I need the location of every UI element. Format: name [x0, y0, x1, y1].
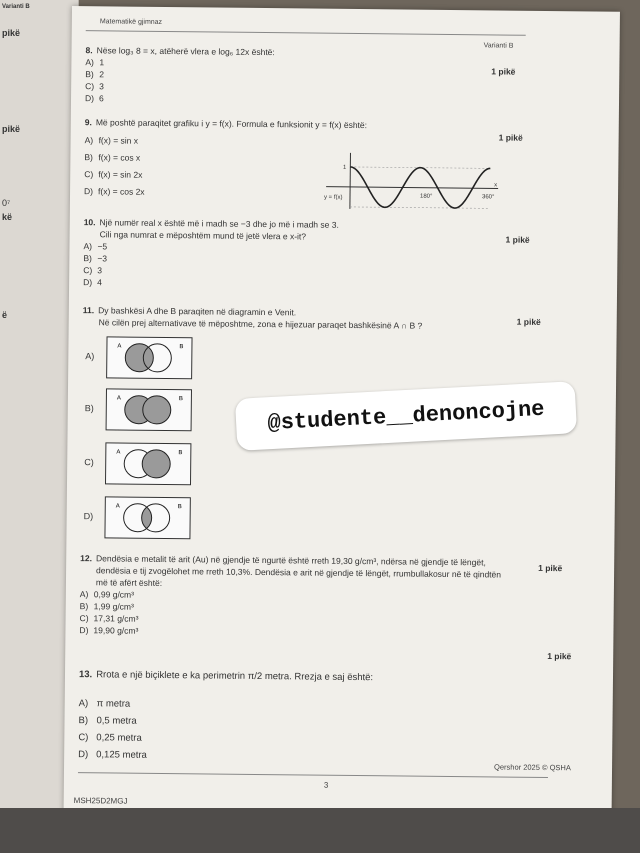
points-q10: 1 pikë	[505, 234, 530, 245]
option-c: C) f(x) = sin 2x	[84, 169, 143, 180]
question-8	[85, 44, 275, 106]
option-a: A) −5	[83, 241, 108, 252]
header-rule	[86, 30, 526, 36]
function-graph	[322, 149, 503, 213]
svg-text:A: A	[116, 449, 121, 456]
graph-y-axis	[350, 153, 351, 209]
points-q13: 1 pikë	[547, 651, 572, 662]
exam-code: MSH25D2MGJ	[73, 796, 128, 806]
left-fragment-1: 0⁷	[2, 198, 11, 208]
svg-text:A: A	[116, 395, 121, 402]
venn-option-c[interactable]: C) A B	[105, 442, 191, 485]
option-c: C) 17,31 g/cm³	[79, 613, 139, 624]
option-c: C) 3	[83, 265, 103, 276]
option-b: B) 2	[85, 69, 105, 80]
option-d: D) 6	[84, 93, 104, 104]
venn-option-b[interactable]: B) A B	[106, 388, 192, 431]
page-header-variant: Varianti B	[483, 42, 514, 50]
svg-text:B: B	[178, 450, 183, 457]
points-q8: 1 pikë	[491, 66, 516, 77]
svg-text:A: A	[115, 503, 120, 510]
graph-label-360: 360°	[481, 194, 495, 201]
option-b: B) 1,99 g/cm³	[79, 601, 134, 612]
svg-text:B: B	[177, 504, 182, 511]
question-10: 10. Një numër real x është më i madh se −3 dhe jo më i madh se 3. Cili nga numrat e mëposhtëm mund të jetë vlera e x-it? A) −5 B) −3 C) 3 D) 4	[83, 216, 339, 291]
question-number: 8.	[85, 45, 93, 56]
left-points-1: pikë	[2, 28, 21, 38]
page-number: 3	[323, 780, 329, 790]
option-a: A) f(x) = sin x	[84, 135, 139, 146]
points-q12: 1 pikë	[538, 562, 563, 574]
question-12: 12. Dendësia e metalit të arit (Au) në gjendje të ngurtë është rreth 19,30 g/cm³, ndërsa në gjendje të lëngët, dendësia e tij zvogëlohet me rreth 10,3%. Dendësia e arit në gjendje të lëngët, rrumbullakosur në të qindtën më të afërt është: A) 0,99 g/cm³ B) 1,99 g/cm³ C) 17,31 g/cm³ D) 19,90 g/cm³	[79, 552, 550, 641]
graph-label-x: x	[494, 182, 498, 189]
svg-text:A: A	[117, 343, 122, 350]
option-d: D) 19,90 g/cm³	[79, 625, 139, 636]
option-b: B) 0,5 metra	[78, 715, 137, 727]
question-text: Nëse log₃ 8 = x, atëherë vlera e log₆ 12x është:	[96, 45, 275, 58]
footer-rule	[78, 772, 548, 778]
venn-option-a[interactable]: A) A B	[106, 336, 192, 379]
graph-label-y: y = f(x)	[323, 194, 343, 201]
background-fabric	[0, 808, 640, 853]
svg-text:B: B	[178, 396, 183, 403]
points-q11: 1 pikë	[516, 316, 541, 327]
graph-label-180: 180°	[419, 193, 433, 200]
option-d: D) 4	[83, 277, 102, 288]
left-fragment-3: ë	[2, 310, 8, 320]
graph-label-one: 1	[342, 164, 347, 171]
option-a: A) 1	[85, 57, 105, 68]
points-q9: 1 pikë	[498, 132, 523, 143]
option-c: C) 0,25 metra	[78, 732, 142, 744]
option-a: A) π metra	[78, 698, 131, 710]
left-fragment-2: kë	[2, 212, 13, 222]
option-c: C) 3	[85, 81, 104, 92]
option-d: D) f(x) = cos 2x	[84, 186, 145, 197]
footer-date: Qershor 2025 © QSHA	[494, 762, 571, 773]
watermark-label: @studente__denoncojne	[235, 381, 577, 451]
option-d: D) 0,125 metra	[78, 749, 147, 761]
graph-min-line	[350, 207, 490, 208]
page-header-school: Matematikë gjimnaz	[99, 18, 163, 26]
question-11: 11. Dy bashkësi A dhe B paraqiten në diagramin e Venit. Në cilën prej alternativave të mëposhtme, zona e hijezuar paraqet bashkësinë A ∩ B ?	[82, 305, 423, 331]
left-points-2: pikë	[2, 124, 21, 134]
question-9: 9. Më poshtë paraqitet grafiku i y = f(x). Formula e funksionit y = f(x) është: A) f(x) = sin x B) f(x) = cos x C) f(x) = sin 2x D) f(x) = cos 2x	[84, 116, 367, 200]
option-b: B) f(x) = cos x	[84, 152, 141, 163]
svg-text:B: B	[179, 344, 184, 351]
option-b: B) −3	[83, 253, 108, 264]
option-a: A) 0,99 g/cm³	[79, 589, 135, 600]
venn-option-d[interactable]: D) A B	[104, 496, 190, 539]
question-13: 13. Rrota e një biçiklete e ka perimetrin π/2 metra. Rrezja e saj është: A) π metra B) 0,5 metra C) 0,25 metra D) 0,125 metra	[78, 666, 373, 766]
left-variant: Varianti B	[2, 4, 30, 10]
